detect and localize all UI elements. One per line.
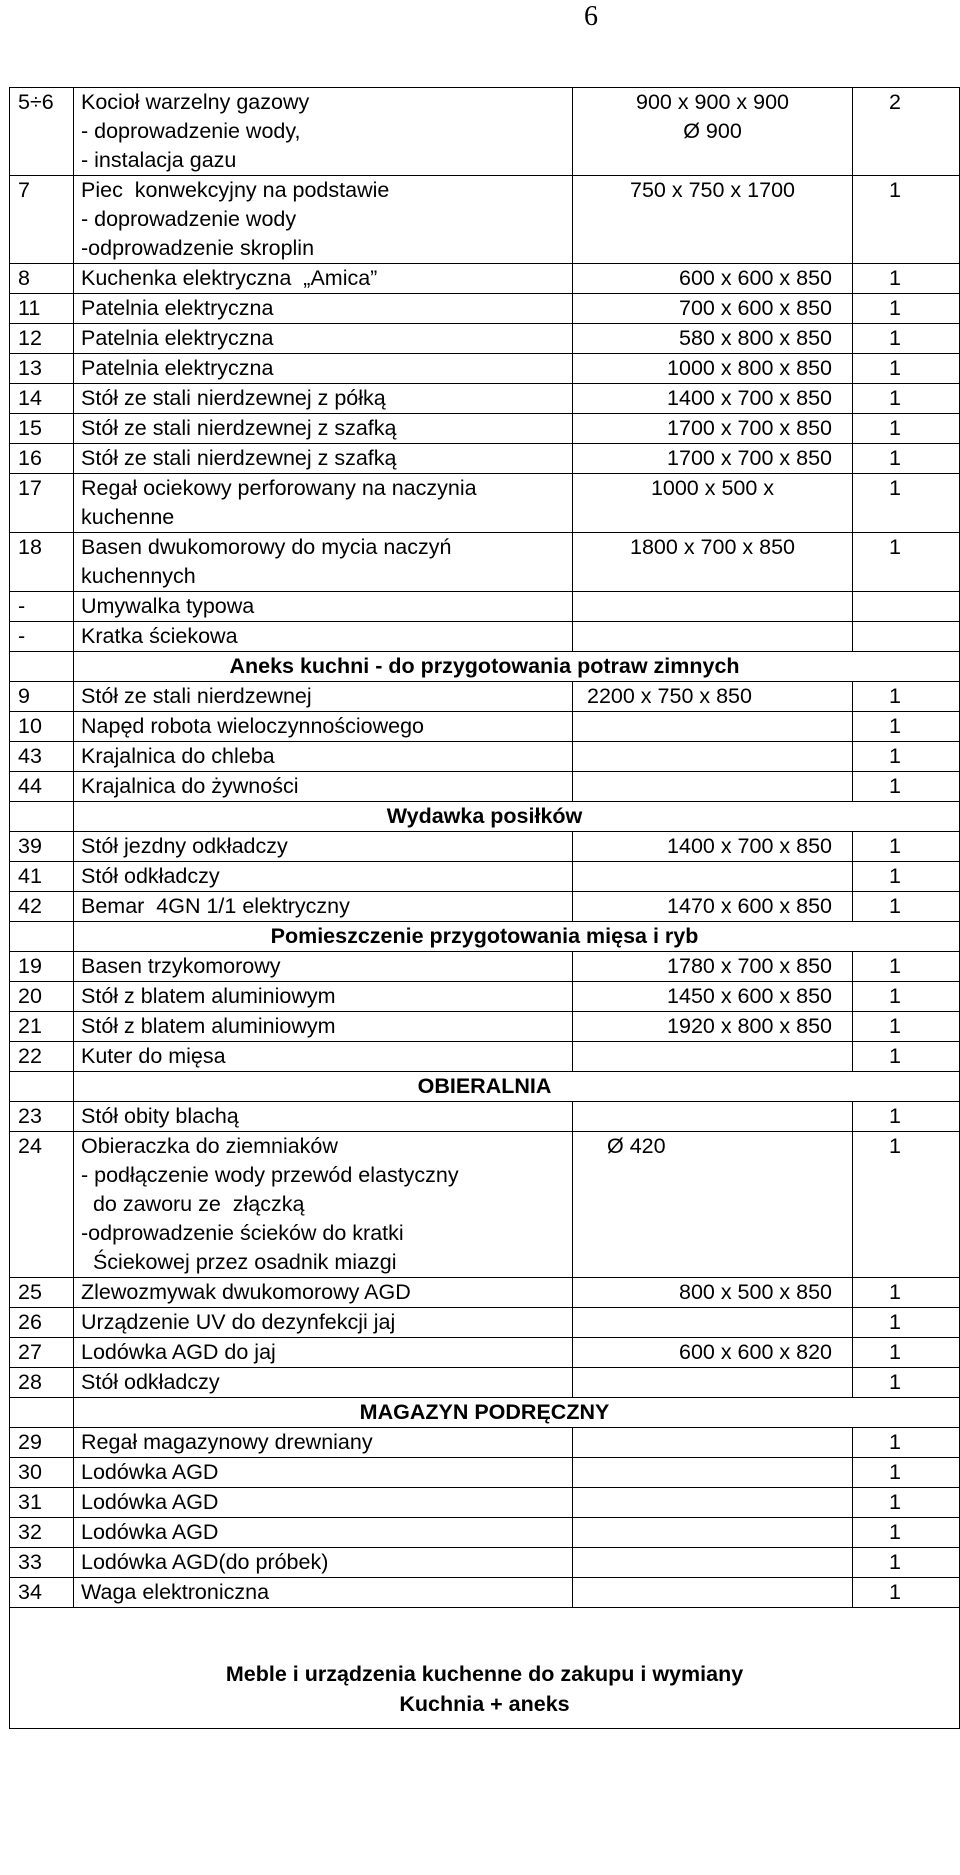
- item-name: [74, 533, 573, 592]
- item-quantity: 1: [853, 444, 960, 474]
- item-name: [74, 742, 573, 772]
- item-name: [74, 1518, 573, 1548]
- item-quantity: 1: [853, 982, 960, 1012]
- item-number: 28: [10, 1368, 74, 1398]
- item-number: 10: [10, 712, 74, 742]
- item-quantity: 1: [853, 1548, 960, 1578]
- item-name-line: Stół jezdny odkładczy: [81, 834, 288, 858]
- item-dimensions-line: 1470 x 600 x 850: [667, 894, 832, 918]
- item-name: [74, 1488, 573, 1518]
- footer-line-1: Meble i urządzenia kuchenne do zakupu i wymiany: [225, 1662, 744, 1686]
- item-dimensions: [573, 414, 853, 444]
- item-name-line: Patelnia elektryczna: [81, 296, 274, 320]
- section-header-row: [10, 922, 960, 952]
- item-quantity: 1: [853, 682, 960, 712]
- item-number: 26: [10, 1308, 74, 1338]
- section-title: Wydawka posiłków: [74, 802, 960, 832]
- item-name: [74, 384, 573, 414]
- footer-row: [10, 1608, 960, 1729]
- item-dimensions: [573, 1308, 853, 1338]
- item-name-line: Stół odkładczy: [81, 1370, 220, 1394]
- item-name-line: kuchennych: [81, 564, 196, 588]
- section-title: OBIERALNIA: [74, 1072, 960, 1102]
- section-header-row: [10, 1072, 960, 1102]
- item-dimensions: [573, 444, 853, 474]
- item-name-line: Kuchenka elektryczna „Amica”: [81, 266, 378, 290]
- item-dimensions: [573, 1278, 853, 1308]
- item-name-line: - instalacja gazu: [81, 148, 237, 172]
- item-name: [74, 414, 573, 444]
- item-name-line: Piec konwekcyjny na podstawie: [81, 178, 390, 202]
- item-quantity: 1: [853, 1458, 960, 1488]
- item-name-line: Bemar 4GN 1/1 elektryczny: [81, 894, 350, 918]
- item-quantity: 1: [853, 1042, 960, 1072]
- item-name: [74, 682, 573, 712]
- item-name-line: Urządzenie UV do dezynfekcji jaj: [81, 1310, 396, 1334]
- item-name: [74, 952, 573, 982]
- item-name: [74, 176, 573, 264]
- item-dimensions-line: 900 x 900 x 900: [635, 90, 789, 114]
- item-dimensions-line: 1700 x 700 x 850: [667, 446, 832, 470]
- item-dimensions-line: 800 x 500 x 850: [678, 1280, 832, 1304]
- item-name-line: Kuter do mięsa: [81, 1044, 226, 1068]
- item-name-line: Napęd robota wieloczynnościowego: [81, 714, 425, 738]
- item-quantity: 1: [853, 712, 960, 742]
- item-quantity: 1: [853, 414, 960, 444]
- item-name: [74, 772, 573, 802]
- item-dimensions: [573, 952, 853, 982]
- item-name: [74, 1548, 573, 1578]
- item-name-line: -odprowadzenie ścieków do kratki: [81, 1221, 404, 1245]
- item-number: 39: [10, 832, 74, 862]
- item-name: [74, 1338, 573, 1368]
- item-name: [74, 444, 573, 474]
- item-dimensions: [573, 474, 853, 533]
- item-name: [74, 1428, 573, 1458]
- item-dimensions: [573, 1012, 853, 1042]
- item-name-line: - doprowadzenie wody: [81, 207, 297, 231]
- item-dimensions: [573, 892, 853, 922]
- item-dimensions: [573, 1548, 853, 1578]
- item-name: [74, 712, 573, 742]
- table-row: [10, 742, 960, 772]
- item-dimensions: [573, 294, 853, 324]
- item-name: [74, 1132, 573, 1278]
- item-number: 12: [10, 324, 74, 354]
- item-quantity: 1: [853, 1012, 960, 1042]
- table-row: [10, 1578, 960, 1608]
- item-dimensions: [573, 176, 853, 264]
- item-name: [74, 1278, 573, 1308]
- section-spacer-cell: [10, 652, 74, 682]
- item-quantity: 1: [853, 1102, 960, 1132]
- section-header-row: [10, 1398, 960, 1428]
- item-dimensions: [573, 592, 853, 622]
- item-number: 21: [10, 1012, 74, 1042]
- item-quantity: 1: [853, 772, 960, 802]
- item-dimensions: [573, 1102, 853, 1132]
- item-name-line: Stół ze stali nierdzewnej z szafką: [81, 446, 397, 470]
- item-dimensions-line: 1000 x 800 x 850: [667, 356, 832, 380]
- item-dimensions-line: 2200 x 750 x 850: [587, 684, 752, 708]
- table-row: [10, 176, 960, 264]
- item-dimensions: [573, 1132, 853, 1278]
- item-dimensions: [573, 1578, 853, 1608]
- item-name-line: Krajalnica do żywności: [81, 774, 299, 798]
- item-quantity: 1: [853, 354, 960, 384]
- item-number: 30: [10, 1458, 74, 1488]
- item-number: 43: [10, 742, 74, 772]
- item-quantity: 1: [853, 1132, 960, 1278]
- section-header-row: [10, 652, 960, 682]
- item-dimensions-line: 580 x 800 x 850: [678, 326, 832, 350]
- item-number: 34: [10, 1578, 74, 1608]
- item-name-line: Obieraczka do ziemniaków: [81, 1134, 338, 1158]
- item-number: 11: [10, 294, 74, 324]
- item-number: 24: [10, 1132, 74, 1278]
- item-quantity: 1: [853, 264, 960, 294]
- table-row: [10, 533, 960, 592]
- item-name-line: Stół ze stali nierdzewnej z półką: [81, 386, 386, 410]
- item-dimensions-line: 1920 x 800 x 850: [667, 1014, 832, 1038]
- item-name-line: Stół ze stali nierdzewnej: [81, 684, 312, 708]
- item-name-line: kuchenne: [81, 505, 175, 529]
- item-name-line: Stół z blatem aluminiowym: [81, 1014, 336, 1038]
- item-quantity: 1: [853, 892, 960, 922]
- page-number: 6: [584, 1, 598, 32]
- item-dimensions-line: Ø 420: [607, 1134, 666, 1158]
- item-number: 23: [10, 1102, 74, 1132]
- table-row: [10, 1012, 960, 1042]
- item-quantity: [853, 622, 960, 652]
- item-quantity: 1: [853, 474, 960, 533]
- table-row: [10, 772, 960, 802]
- section-title: Aneks kuchni - do przygotowania potraw zimnych: [74, 652, 960, 682]
- table-row: [10, 1458, 960, 1488]
- table-row: [10, 444, 960, 474]
- item-name: [74, 1102, 573, 1132]
- table-row: [10, 892, 960, 922]
- item-dimensions: [573, 742, 853, 772]
- item-name-line: Basen dwukomorowy do mycia naczyń: [81, 535, 452, 559]
- item-name-line: - doprowadzenie wody,: [81, 119, 301, 143]
- item-number: 13: [10, 354, 74, 384]
- item-number: 25: [10, 1278, 74, 1308]
- item-number: 42: [10, 892, 74, 922]
- item-dimensions: [573, 354, 853, 384]
- item-name: [74, 88, 573, 176]
- item-name-line: Umywalka typowa: [81, 594, 255, 618]
- item-dimensions-line: 1400 x 700 x 850: [667, 386, 832, 410]
- item-name-line: Patelnia elektryczna: [81, 356, 274, 380]
- item-name: [74, 592, 573, 622]
- item-dimensions: [573, 682, 853, 712]
- item-dimensions: [573, 1518, 853, 1548]
- footer-line-2: Kuchnia + aneks: [399, 1692, 570, 1716]
- item-dimensions: [573, 533, 853, 592]
- item-name: [74, 1012, 573, 1042]
- table-row: [10, 622, 960, 652]
- item-name: [74, 294, 573, 324]
- item-number: 9: [10, 682, 74, 712]
- item-number: 20: [10, 982, 74, 1012]
- section-spacer-cell: [10, 922, 74, 952]
- table-row: [10, 1132, 960, 1278]
- item-dimensions-line: 700 x 600 x 850: [678, 296, 832, 320]
- item-name-line: Lodówka AGD: [81, 1490, 219, 1514]
- item-quantity: 1: [853, 1488, 960, 1518]
- item-quantity: 1: [853, 294, 960, 324]
- table-row: [10, 1518, 960, 1548]
- item-name-line: do zaworu ze złączką: [81, 1192, 305, 1216]
- item-number: -: [10, 592, 74, 622]
- table-row: [10, 264, 960, 294]
- item-name-line: Krajalnica do chleba: [81, 744, 275, 768]
- item-dimensions: [573, 1488, 853, 1518]
- item-dimensions-line: 1780 x 700 x 850: [667, 954, 832, 978]
- item-dimensions: [573, 982, 853, 1012]
- item-dimensions-line: Ø 900: [683, 119, 742, 143]
- table-row: [10, 324, 960, 354]
- item-quantity: 1: [853, 1428, 960, 1458]
- item-number: 15: [10, 414, 74, 444]
- item-dimensions-line: 600 x 600 x 820: [678, 1340, 832, 1364]
- item-name: [74, 1308, 573, 1338]
- item-dimensions-line: 1400 x 700 x 850: [667, 834, 832, 858]
- item-dimensions: [573, 384, 853, 414]
- item-name: [74, 1458, 573, 1488]
- item-quantity: 1: [853, 324, 960, 354]
- item-dimensions-line: 1000 x 500 x: [650, 476, 775, 500]
- item-name-line: Stół obity blachą: [81, 1104, 239, 1128]
- table-row: [10, 384, 960, 414]
- item-number: -: [10, 622, 74, 652]
- item-dimensions-line: 1450 x 600 x 850: [667, 984, 832, 1008]
- footer-cell: [10, 1608, 960, 1729]
- item-quantity: 1: [853, 862, 960, 892]
- item-number: 32: [10, 1518, 74, 1548]
- item-number: 8: [10, 264, 74, 294]
- table-row: [10, 1278, 960, 1308]
- item-quantity: 1: [853, 1338, 960, 1368]
- item-dimensions: [573, 1042, 853, 1072]
- item-name-line: Stół ze stali nierdzewnej z szafką: [81, 416, 397, 440]
- table-row: [10, 592, 960, 622]
- item-quantity: 1: [853, 1518, 960, 1548]
- item-number: 17: [10, 474, 74, 533]
- item-name: [74, 1578, 573, 1608]
- item-dimensions-line: 1700 x 700 x 850: [667, 416, 832, 440]
- item-name-line: Stół z blatem aluminiowym: [81, 984, 336, 1008]
- item-dimensions: [573, 1428, 853, 1458]
- table-row: [10, 832, 960, 862]
- item-number: 44: [10, 772, 74, 802]
- item-dimensions: [573, 264, 853, 294]
- table-row: [10, 952, 960, 982]
- item-name: [74, 474, 573, 533]
- item-name-line: Lodówka AGD(do próbek): [81, 1550, 329, 1574]
- item-name: [74, 264, 573, 294]
- table-row: [10, 1042, 960, 1072]
- item-quantity: 1: [853, 1308, 960, 1338]
- section-header-row: [10, 802, 960, 832]
- table-row: [10, 982, 960, 1012]
- table-row: [10, 354, 960, 384]
- item-name-line: Basen trzykomorowy: [81, 954, 281, 978]
- item-number: 7: [10, 176, 74, 264]
- item-name-line: Kocioł warzelny gazowy: [81, 90, 310, 114]
- item-quantity: 1: [853, 742, 960, 772]
- item-dimensions: [573, 1368, 853, 1398]
- item-dimensions: [573, 622, 853, 652]
- section-spacer-cell: [10, 1398, 74, 1428]
- table-row: [10, 474, 960, 533]
- item-quantity: 1: [853, 1368, 960, 1398]
- item-number: 29: [10, 1428, 74, 1458]
- item-name-line: Stół odkładczy: [81, 864, 220, 888]
- table-row: [10, 862, 960, 892]
- item-dimensions-line: 1800 x 700 x 850: [630, 535, 795, 559]
- item-name: [74, 892, 573, 922]
- item-dimensions: [573, 862, 853, 892]
- item-number: 16: [10, 444, 74, 474]
- item-dimensions: [573, 772, 853, 802]
- table-row: [10, 1488, 960, 1518]
- item-number: 5÷6: [10, 88, 74, 176]
- table-row: [10, 88, 960, 176]
- item-quantity: 1: [853, 1578, 960, 1608]
- item-number: 19: [10, 952, 74, 982]
- item-quantity: 1: [853, 176, 960, 264]
- table-row: [10, 1368, 960, 1398]
- item-name: [74, 862, 573, 892]
- item-number: 33: [10, 1548, 74, 1578]
- table-row: [10, 1428, 960, 1458]
- item-number: 14: [10, 384, 74, 414]
- item-name: [74, 622, 573, 652]
- item-name: [74, 1042, 573, 1072]
- table-row: [10, 414, 960, 444]
- item-quantity: 1: [853, 533, 960, 592]
- item-quantity: [853, 592, 960, 622]
- section-title: Pomieszczenie przygotowania mięsa i ryb: [74, 922, 960, 952]
- item-name-line: Lodówka AGD do jaj: [81, 1340, 276, 1364]
- item-name-line: Zlewozmywak dwukomorowy AGD: [81, 1280, 411, 1304]
- item-quantity: 1: [853, 1278, 960, 1308]
- item-name: [74, 354, 573, 384]
- equipment-table: [9, 87, 960, 1729]
- item-quantity: 2: [853, 88, 960, 176]
- equipment-table-body: [10, 88, 960, 1608]
- item-name: [74, 1368, 573, 1398]
- item-number: 27: [10, 1338, 74, 1368]
- table-row: [10, 1102, 960, 1132]
- item-quantity: 1: [853, 832, 960, 862]
- item-name-line: Lodówka AGD: [81, 1460, 219, 1484]
- item-quantity: 1: [853, 384, 960, 414]
- item-dimensions: [573, 832, 853, 862]
- item-dimensions-line: 600 x 600 x 850: [678, 266, 832, 290]
- item-quantity: 1: [853, 952, 960, 982]
- item-name-line: Ściekowej przez osadnik miazgi: [81, 1250, 397, 1274]
- item-name: [74, 982, 573, 1012]
- item-dimensions: [573, 712, 853, 742]
- item-number: 31: [10, 1488, 74, 1518]
- item-name-line: - podłączenie wody przewód elastyczny: [81, 1163, 459, 1187]
- table-row: [10, 1308, 960, 1338]
- item-name-line: Kratka ściekowa: [81, 624, 238, 648]
- table-row: [10, 712, 960, 742]
- section-title: MAGAZYN PODRĘCZNY: [74, 1398, 960, 1428]
- item-dimensions: [573, 1338, 853, 1368]
- item-name-line: Regał ociekowy perforowany na naczynia: [81, 476, 477, 500]
- item-dimensions: [573, 324, 853, 354]
- item-name-line: Lodówka AGD: [81, 1520, 219, 1544]
- section-spacer-cell: [10, 802, 74, 832]
- item-dimensions: [573, 1458, 853, 1488]
- item-name-line: Patelnia elektryczna: [81, 326, 274, 350]
- item-name-line: Regał magazynowy drewniany: [81, 1430, 373, 1454]
- table-row: [10, 682, 960, 712]
- item-dimensions: [573, 88, 853, 176]
- table-row: [10, 1548, 960, 1578]
- table-row: [10, 1338, 960, 1368]
- item-number: 18: [10, 533, 74, 592]
- item-dimensions-line: 750 x 750 x 1700: [630, 178, 795, 202]
- item-number: 41: [10, 862, 74, 892]
- item-name-line: Waga elektroniczna: [81, 1580, 270, 1604]
- item-name: [74, 324, 573, 354]
- table-row: [10, 294, 960, 324]
- section-spacer-cell: [10, 1072, 74, 1102]
- item-number: 22: [10, 1042, 74, 1072]
- item-name: [74, 832, 573, 862]
- item-name-line: -odprowadzenie skroplin: [81, 236, 315, 260]
